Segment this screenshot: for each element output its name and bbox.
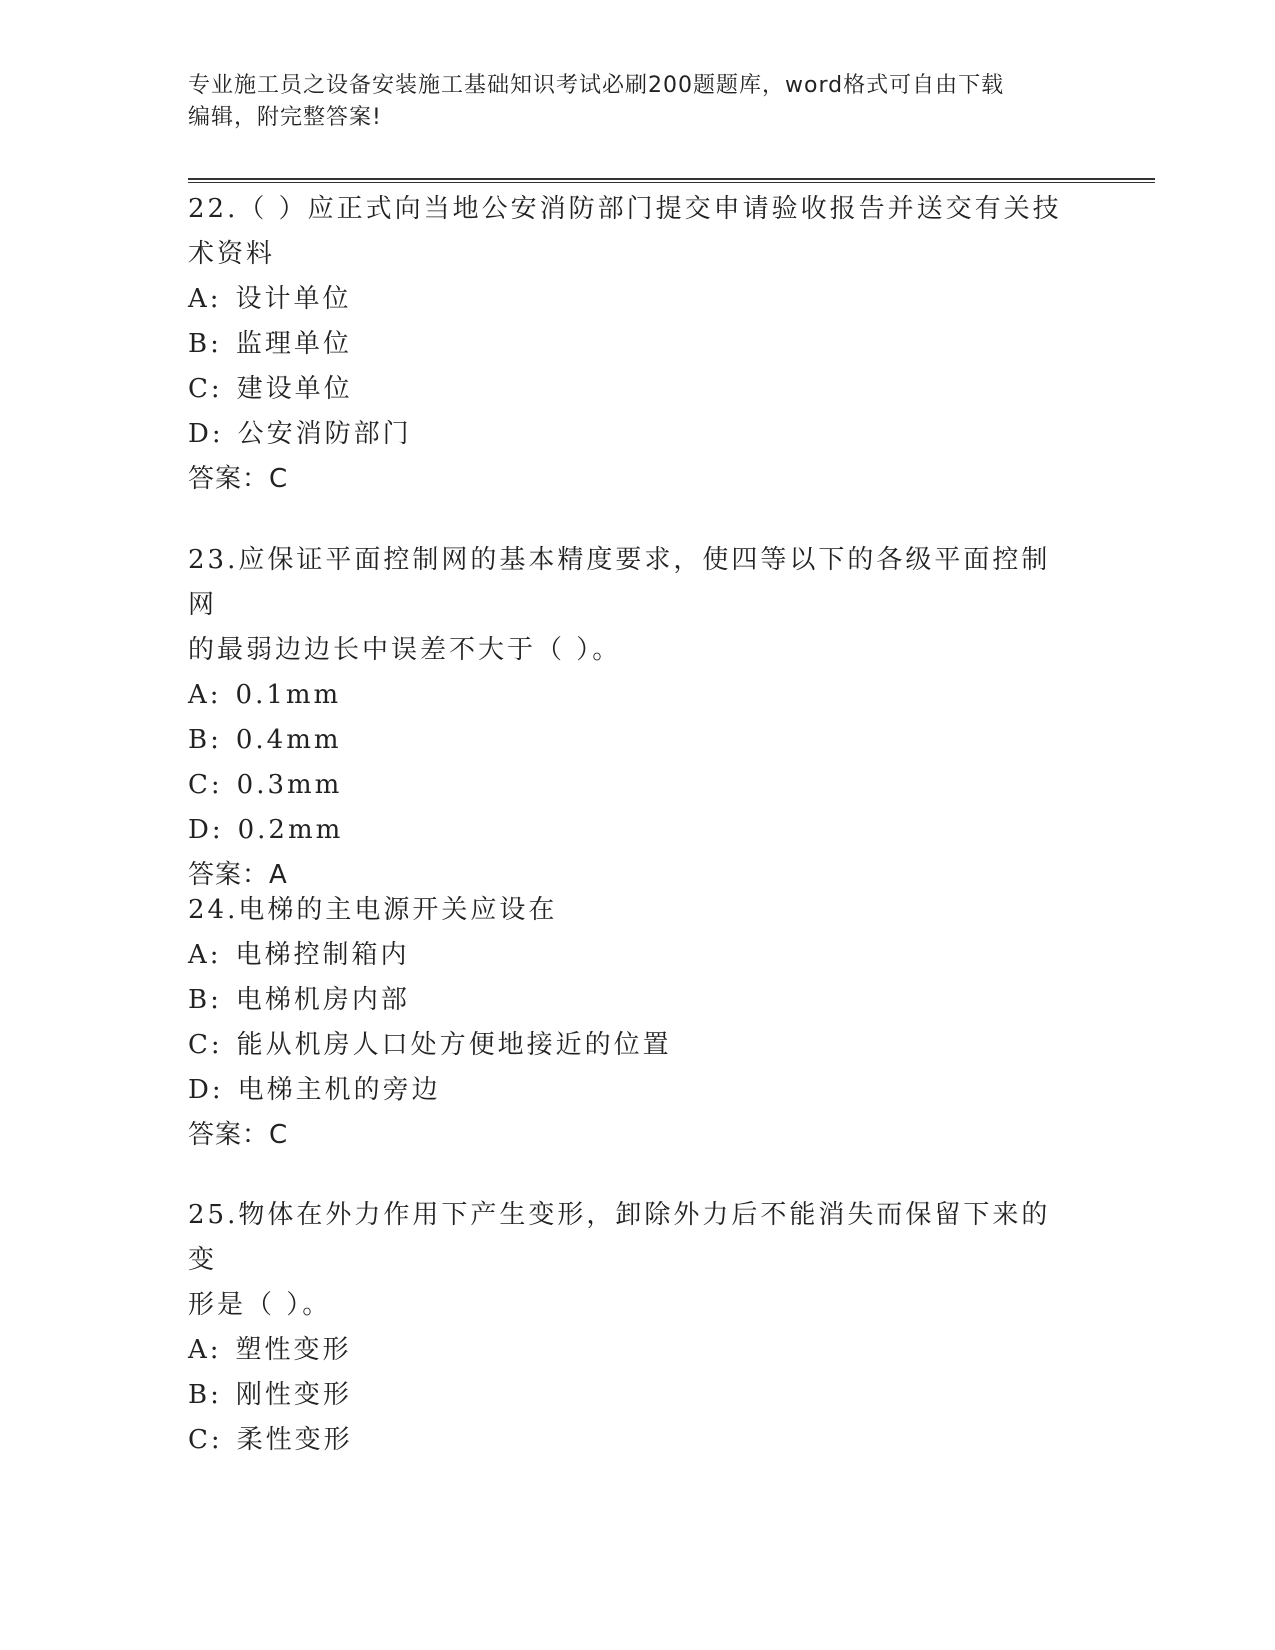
option-text: 建设单位 (236, 374, 353, 404)
option-letter: A: (188, 940, 222, 970)
option-text: 公安消防部门 (237, 419, 412, 449)
question-stem-line: 24.电梯的主电源开关应设在 (188, 895, 558, 925)
option-a (188, 277, 1068, 322)
option-letter: B: (188, 985, 222, 1015)
option-letter: A: (188, 284, 222, 314)
option-letter: B: (188, 725, 222, 755)
question-22 (188, 187, 1068, 502)
option-a (188, 933, 1068, 978)
option-letter: A: (188, 680, 222, 710)
option-text: 监理单位 (235, 329, 352, 359)
option-b (188, 1373, 1068, 1418)
option-d (188, 412, 1068, 457)
option-letter: B: (188, 329, 222, 359)
option-b (188, 978, 1068, 1023)
option-d (188, 808, 1068, 853)
question-stem-line: 术资料 (188, 239, 276, 269)
question-stem-line: 23.应保证平面控制网的基本精度要求，使四等以下的各级平面控制网 (188, 545, 1051, 620)
option-text: 电梯机房内部 (235, 985, 410, 1015)
option-c (188, 367, 1068, 412)
question-stem-line: 形是（ ）。 (188, 1290, 332, 1320)
option-text: 电梯控制箱内 (235, 940, 410, 970)
option-letter: D: (188, 419, 224, 449)
header-line-1: 专业施工员之设备安装施工基础知识考试必刷200题题库，word格式可自由下载 (188, 73, 1005, 98)
question-23 (188, 538, 1068, 898)
option-text: 塑性变形 (235, 1335, 352, 1365)
option-text: 电梯主机的旁边 (237, 1075, 441, 1105)
option-letter: C: (188, 374, 223, 404)
option-letter: C: (188, 1425, 223, 1455)
option-text: 设计单位 (235, 284, 352, 314)
option-text: 能从机房人口处方便地接近的位置 (236, 1030, 672, 1060)
option-text: 0.2mm (237, 815, 344, 845)
header-line-2: 编辑，附完整答案! (188, 105, 382, 130)
option-b (188, 322, 1068, 367)
option-a (188, 1328, 1068, 1373)
header-rule-thick (188, 178, 1155, 180)
option-letter: B: (188, 1380, 222, 1410)
question-stem-line: 的最弱边边长中误差不大于（ ）。 (188, 635, 622, 665)
option-letter: C: (188, 1030, 223, 1060)
answer-line: 答案：C (188, 1120, 289, 1150)
option-text: 0.4mm (235, 725, 342, 755)
option-b (188, 718, 1068, 763)
option-text: 0.1mm (235, 680, 342, 710)
header-rule-thin (188, 182, 1155, 183)
option-text: 柔性变形 (236, 1425, 353, 1455)
question-stem-line: 25.物体在外力作用下产生变形，卸除外力后不能消失而保留下来的变 (188, 1200, 1051, 1275)
question-stem-line: 22.（ ）应正式向当地公安消防部门提交申请验收报告并送交有关技 (188, 194, 1062, 224)
option-letter: D: (188, 1075, 224, 1105)
document-header (188, 70, 1068, 134)
answer-line: 答案：A (188, 860, 288, 890)
option-text: 0.3mm (236, 770, 343, 800)
answer-line: 答案：C (188, 464, 289, 494)
option-d (188, 1068, 1068, 1113)
option-c (188, 763, 1068, 808)
option-a (188, 673, 1068, 718)
option-letter: C: (188, 770, 223, 800)
option-letter: A: (188, 1335, 222, 1365)
question-25 (188, 1193, 1068, 1463)
option-c (188, 1023, 1068, 1068)
option-letter: D: (188, 815, 224, 845)
option-text: 刚性变形 (235, 1380, 352, 1410)
question-24 (188, 888, 1068, 1158)
option-c (188, 1418, 1068, 1463)
